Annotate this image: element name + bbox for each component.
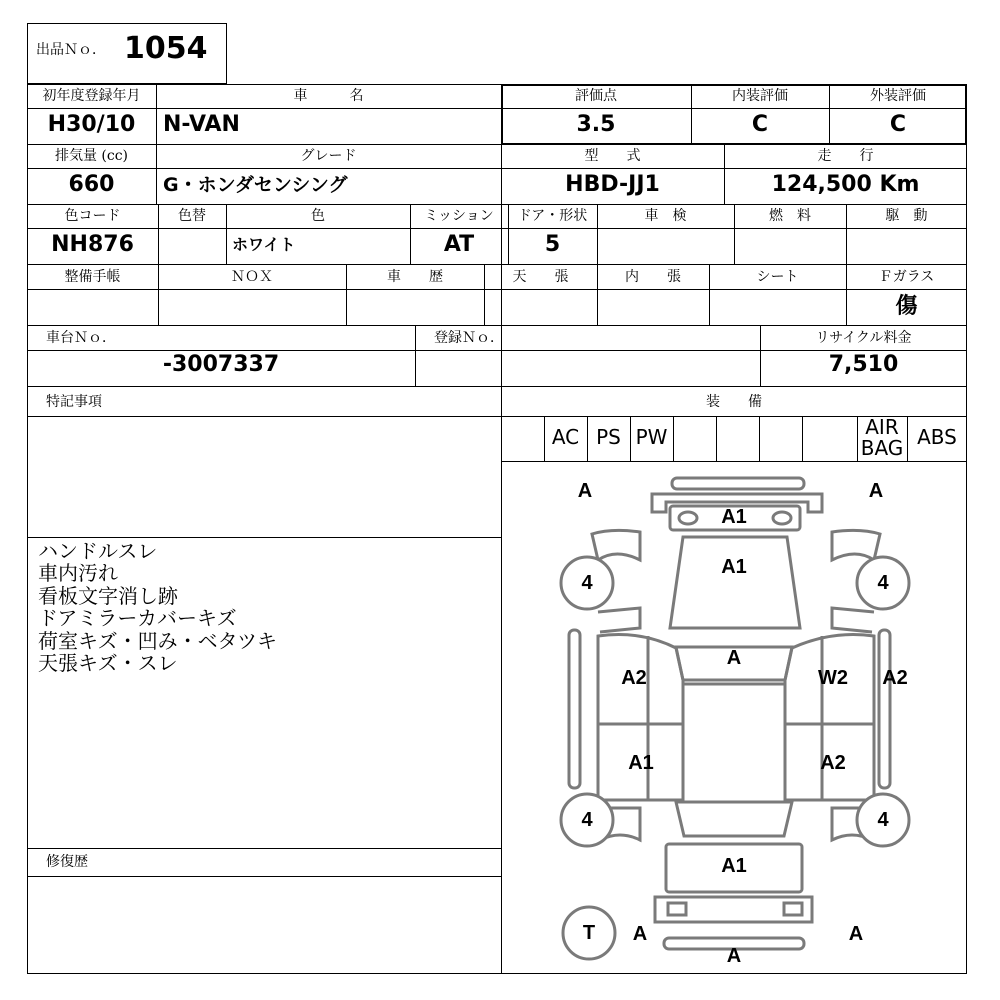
mark-rear-hatch: A1: [721, 855, 747, 877]
note-line: ドアミラーカバーキズ: [38, 606, 237, 630]
equipment-pw: PW: [635, 425, 668, 449]
equipment-label: 装 備: [706, 394, 762, 410]
displacement-value: 660: [68, 172, 115, 197]
mark-hood: A1: [721, 556, 747, 578]
note-line: 荷室キズ・凹み・ベタツキ: [38, 629, 277, 653]
equipment-ps: PS: [596, 425, 621, 449]
interior-score-value: C: [751, 112, 769, 137]
mark-left-rear-door: A1: [628, 752, 654, 774]
mark-rear-left-tire: 4: [581, 809, 593, 831]
mark-rear-left-corner: A: [632, 923, 648, 945]
mark-right-outer: A2: [882, 667, 908, 689]
mark-front-grille: A1: [721, 506, 747, 528]
grade-label: グレード: [300, 148, 357, 164]
service-book-label: 整備手帳: [64, 269, 121, 285]
roof-lining-label: 天 張: [512, 269, 569, 285]
mileage-label: 走 行: [817, 148, 874, 164]
nox-label: ＮＯＸ: [231, 269, 273, 285]
car-name-value: N-VAN: [163, 112, 240, 137]
score-value: 3.5: [576, 112, 616, 137]
color-label: 色: [311, 208, 325, 224]
inspection-label: 車 検: [644, 208, 687, 224]
mark-right-front-door: W2: [818, 667, 848, 689]
grade-value: G・ホンダセンシング: [163, 174, 348, 196]
car-damage-diagram: [501, 461, 967, 973]
notes-label: 特記事項: [46, 394, 102, 410]
equipment-airbag-line1: AIR: [865, 415, 899, 439]
history-label: 車 歴: [387, 269, 443, 285]
interior-score-label: 内装評価: [732, 88, 788, 104]
displacement-label: 排気量 (cc): [54, 148, 129, 164]
registration-number-label: 登録Ｎｏ．: [434, 330, 504, 346]
exterior-score-value: C: [889, 112, 907, 137]
color-code-label: 色コード: [64, 208, 121, 224]
color-code-value: NH876: [51, 232, 134, 257]
chassis-label: 車台Ｎｏ．: [46, 330, 116, 346]
equipment-ac: AC: [551, 425, 580, 449]
mark-roof-front: A: [726, 647, 742, 669]
mileage-value: 124,500 Km: [771, 172, 920, 197]
mission-value: AT: [443, 232, 475, 257]
first-registration-label: 初年度登録年月: [42, 88, 141, 104]
mission-label: ミッション: [424, 208, 494, 224]
lot-number: 1054: [124, 31, 208, 66]
model-value: HBD-JJ1: [565, 172, 660, 197]
mark-rear-right-tire: 4: [877, 809, 889, 831]
note-line: 天張キズ・スレ: [38, 651, 178, 675]
mark-front-left-corner: A: [577, 480, 593, 502]
color-change-label: 色替: [178, 208, 206, 224]
note-line: 看板文字消し跡: [38, 584, 178, 608]
car-name-label: 車 名: [293, 88, 364, 104]
model-label: 型 式: [584, 148, 641, 164]
equipment-airbag-line2: BAG: [860, 436, 904, 460]
mark-rear-bumper: A: [726, 945, 742, 967]
doors-value: 5: [544, 232, 561, 257]
interior-trim-label: 内 張: [625, 269, 681, 285]
score-label: 評価点: [575, 88, 617, 104]
mark-right-rear-door: A2: [820, 752, 846, 774]
mark-front-right-corner: A: [868, 480, 884, 502]
seat-label: シート: [756, 269, 799, 285]
color-value: ホワイト: [232, 235, 296, 254]
front-glass-label: Ｆガラス: [878, 269, 935, 285]
equipment-abs: ABS: [917, 425, 957, 449]
chassis-value: -3007337: [162, 352, 280, 377]
mark-front-left-tire: 4: [581, 572, 593, 594]
mark-front-right-tire: 4: [877, 572, 889, 594]
recycle-fee-label: リサイクル料金: [815, 330, 912, 346]
first-registration-value: H30/10: [47, 112, 136, 137]
mark-rear-right-corner: A: [848, 923, 864, 945]
lot-number-label: 出品Ｎｏ．: [36, 42, 106, 58]
exterior-score-label: 外装評価: [870, 88, 926, 104]
front-glass-value: 傷: [895, 293, 918, 319]
mark-left-front-door: A2: [621, 667, 647, 689]
drive-label: 駆 動: [885, 208, 928, 224]
doors-label: ドア・形状: [517, 208, 588, 224]
recycle-fee-value: 7,510: [828, 352, 899, 377]
fuel-label: 燃 料: [769, 208, 811, 224]
mark-spare-tire: T: [582, 922, 596, 944]
note-line: ハンドルスレ: [38, 539, 158, 563]
repair-history-label: 修復歴: [46, 854, 88, 870]
note-line: 車内汚れ: [38, 561, 118, 585]
